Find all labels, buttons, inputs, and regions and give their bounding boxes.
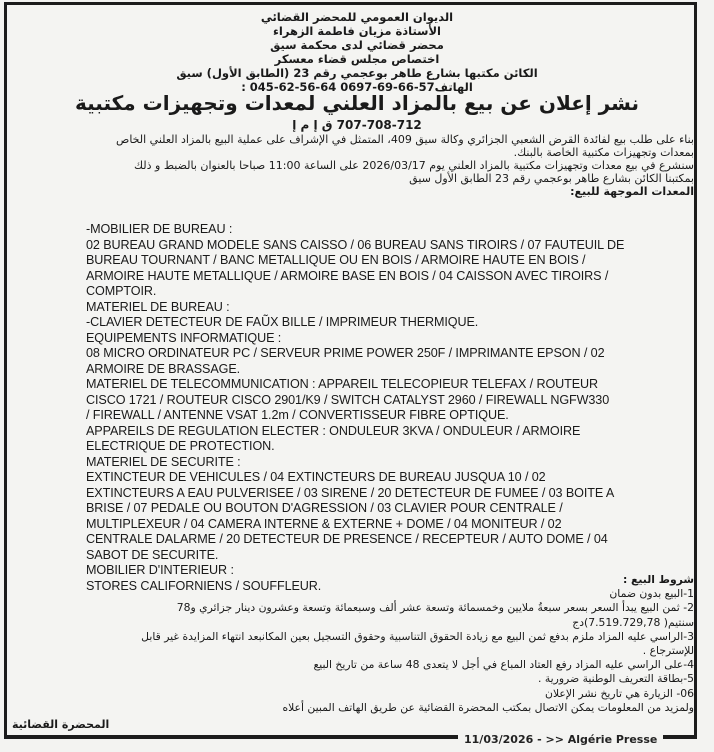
equipment-line: EQUIPEMENTS INFORMATIQUE : <box>86 330 282 345</box>
header-phone: الهاتف57-66-69-0697 64-56-62-045 : <box>241 80 473 94</box>
equipment-line: 08 MICRO ORDINATEUR PC / SERVEUR PRIME POWER 250F / IMPRIMANTE EPSON / 02 <box>86 346 605 360</box>
intro-paragraph <box>14 133 694 198</box>
equipment-line: EXTINCTEURS A EAU PULVERISEE / 03 SIRENE / 20 DETECTEUR DE FUMEE / 03 BOITE A <box>86 485 615 500</box>
header-line: محضر قضائي لدى محكمة سيق <box>270 38 444 52</box>
legal-reference: 707-708-712 ق إ م إ <box>292 118 422 132</box>
equipment-line: STORES CALIFORNIENS / SOUFFLEUR. <box>86 578 322 593</box>
intro-line: بمكتبنا الكائن بشارع طاهر بوعجمي رقم 23 الطابق الأول سيق <box>409 172 694 185</box>
conditions-heading: شروط البيع : <box>622 573 694 586</box>
intro-line: بناء على طلب بيع لفائدة القرض الشعبي الجزائري وكالة سيق 409، المتمثل في الإشراف على عملية البيع بالمزاد العلني الخاص <box>116 133 694 146</box>
publication-footer: 11/03/2026 - >> Algérie Presse <box>458 733 663 746</box>
equipment-line: MATERIEL DE BUREAU : <box>86 299 230 314</box>
sale-conditions <box>14 573 694 715</box>
equipment-line: SABOT DE SECURITE. <box>86 547 219 562</box>
equipment-line: MATERIEL DE TELECOMMUNICATION : APPAREIL TELECOPIEUR TELEFAX / ROUTEUR <box>86 377 599 391</box>
condition-line: للإسترجاع . <box>642 644 694 658</box>
equipment-line: EXTINCTEUR DE VEHICULES / 04 EXTINCTEURS DE BUREAU JUSQUA 10 / 02 <box>86 470 546 484</box>
equipment-line: CENTRALE DALARME / 20 DETECTEUR DE PRESENCE / RECEPTEUR / AUTO DOME / 04 <box>86 532 608 546</box>
header-address: الكائن مكتبها بشارع طاهر بوعجمي رقم 23 (الطابق الأول) سيق <box>176 66 538 80</box>
condition-line: 06- الزيارة هي تاريخ نشر الإعلان <box>545 686 694 700</box>
equipment-line: BRISE / 07 PEDALE OU BOUTON D'AGRESSION / 03 CLAVIER POUR CENTRALE / <box>86 501 563 515</box>
equipment-heading: المعدات الموجهة للبيع: <box>570 185 694 198</box>
intro-line: سنشرع في بيع معدات وتجهيزات مكتبية بالمزاد العلني يوم 2026/03/17 على الساعة 11:00 صباحا بالعنوان بالضبط و ذلك <box>134 159 694 172</box>
equipment-line: MATERIEL DE SECURITE : <box>86 454 241 469</box>
condition-line: 5-بطاقة التعريف الوطنية ضرورية . <box>537 672 694 686</box>
announcement-title: نشر إعلان عن بيع بالمزاد العلني لمعدات وتجهيزات مكتبية <box>75 91 639 115</box>
condition-line: 1-البيع بدون ضمان <box>609 587 694 601</box>
equipment-line: CISCO 1721 / ROUTEUR CISCO 2901/K9 / SWITCH CATALYST 2960 / FIREWALL NGFW330 <box>86 392 610 407</box>
condition-line: سنتيم( 7.519.729,78)دج <box>572 615 694 629</box>
header-line: اختصاص مجلس قضاء معسكر <box>274 52 440 66</box>
equipment-line: MULTIPLEXEUR / 04 CAMERA INTERNE & EXTERNE + DOME / 04 MONITEUR / 02 <box>86 516 562 531</box>
equipment-line: ARMOIRE DE BRASSAGE. <box>86 361 241 376</box>
equipment-list <box>86 222 686 594</box>
equipment-line: / FIREWALL / ANTENNE VSAT 1.2m / CONVERTISSEUR FIBRE OPTIQUE. <box>86 408 509 422</box>
equipment-line: ARMOIRE HAUTE METALLIQUE / ARMOIRE BASE EN BOIS / 04 CAISSON AVEC TIROIRS / <box>86 268 609 283</box>
contact-line: ولمزيد من المعلومات يمكن الاتصال بمكتب المحضرة القضائية عن طريق الهاتف المبين أعلاه <box>282 700 694 714</box>
condition-line: 2- ثمن البيع يبدأ السعر بسعر سبعةُ ملايين وخمسمائة وتسعة عشر ألف وسبعمائة وتسعة وعشرون دينار جزائري و78 <box>176 601 694 615</box>
equipment-line: MOBILIER D'INTERIEUR : <box>86 563 234 577</box>
equipment-line: 02 BUREAU GRAND MODELE SANS CAISSO / 06 BUREAU SANS TIROIRS / 07 FAUTEUIL DE <box>86 237 625 252</box>
equipment-line: COMPTOIR. <box>86 284 157 298</box>
header-line: الأستاذة مزيان فاطمة الزهراء <box>273 24 441 38</box>
equipment-line: BUREAU TOURNANT / BANC METALLIQUE OU EN BOIS / ARMOIRE HAUTE EN BOIS / <box>86 253 586 267</box>
condition-line: 3-الراسي عليه المزاد ملزم بدفع ثمن البيع مع زيادة الحقوق التناسبية وحقوق التسجيل بعين المكانبعد انتهاء المزايدة غير قابل <box>141 629 694 643</box>
equipment-line: ELECTRIQUE DE PROTECTION. <box>86 439 275 453</box>
equipment-line: APPAREILS DE REGULATION ELECTER : ONDULEUR 3KVA / ONDULEUR / ARMOIRE <box>86 423 581 438</box>
condition-line: 4-على الراسي عليه المزاد رفع العتاد المباع في أجل لا يتعدى 48 ساعة من تاريخ البيع <box>313 658 694 672</box>
signature: المحضرة القضائية <box>12 718 110 731</box>
equipment-line: -MOBILIER DE BUREAU : <box>86 222 233 236</box>
header-line: الديوان العمومي للمحضر القضائي <box>260 10 454 24</box>
equipment-line: -CLAVIER DETECTEUR DE FAŨX BILLE / IMPRIMEUR THERMIQUE. <box>86 315 479 329</box>
bailiff-office-header <box>0 10 714 94</box>
intro-line: بمعدات وتجهيزات مكتبية الخاصة بالبنك. <box>513 146 694 159</box>
